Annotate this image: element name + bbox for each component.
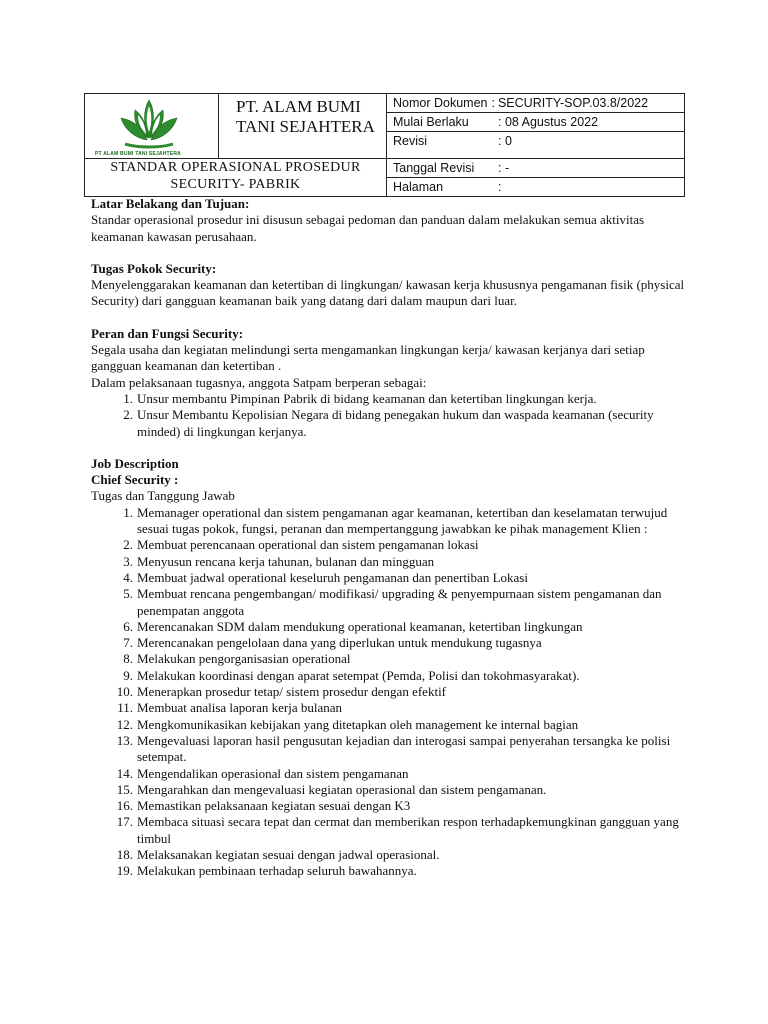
list-item [91, 391, 691, 407]
role-list [91, 391, 691, 440]
list-item-text: Melaksanakan kegiatan sesuai dengan jadwal operasional. [137, 846, 440, 862]
list-item [91, 814, 691, 847]
list-item-text: Melakukan pengorganisasian operational [137, 651, 351, 667]
role-text: Segala usaha dan kegiatan melindungi serta mengamankan lingkungan kerja/ kawasan kerjanya dari setiap gangguan keamanan dan ketertiban . [91, 342, 645, 374]
list-item-text: Mengarahkan dan mengevaluasi kegiatan operasional dan sistem pengamanan. [137, 781, 547, 797]
list-item-text: Melakukan pembinaan terhadap seluruh bawahannya. [137, 863, 417, 879]
document-header-table [84, 93, 685, 197]
list-item-number: 12. [116, 716, 133, 732]
role-intro: Dalam pelaksanaan tugasnya, anggota Satpam berperan sebagai: [91, 374, 427, 390]
list-item-text: Membuat jadwal operational keseluruh pengamanan dan penertiban Lokasi [137, 569, 528, 585]
list-item-number: 18. [116, 846, 133, 862]
list-item [91, 782, 691, 798]
list-item-text: Merencanakan SDM dalam mendukung operational keamanan, ketertiban lingkungan [137, 618, 583, 634]
page-label: Halaman [393, 180, 444, 194]
revision-date-value: : - [498, 161, 510, 175]
list-item-number: 3. [123, 553, 133, 569]
main-duty-heading: Tugas Pokok Security: [91, 260, 217, 276]
list-item-number: 10. [116, 684, 133, 700]
list-item [91, 684, 691, 700]
doc-number-label: Nomor Dokumen [393, 96, 488, 110]
list-item-number: 17. [116, 814, 133, 830]
revision-date-label: Tanggal Revisi [393, 161, 475, 175]
list-item [91, 863, 691, 879]
list-item-number: 2. [123, 407, 133, 423]
list-item-text: Membuat analisa laporan kerja bulanan [137, 700, 343, 716]
list-item-number: 8. [123, 651, 133, 667]
duties-heading: Tugas dan Tanggung Jawab [91, 488, 235, 504]
list-item [91, 407, 691, 440]
revision-date-row [387, 159, 684, 178]
list-item [91, 798, 691, 814]
list-item [91, 733, 691, 766]
sop-title-line1: STANDAR OPERASIONAL PROSEDUR [110, 160, 361, 175]
company-logo-icon [117, 98, 181, 152]
revision-info-cell [387, 159, 685, 197]
sop-title-line2: SECURITY- PABRIK [170, 177, 301, 192]
company-name-line2: TANI SEJAHTERA [236, 117, 375, 136]
revision-label: Revisi [393, 134, 428, 148]
list-item-number: 5. [123, 586, 133, 602]
list-item [91, 766, 691, 782]
list-item-text: Menerapkan prosedur tetap/ sistem prosedur dengan efektif [137, 684, 447, 700]
list-item-number: 13. [116, 732, 133, 748]
list-item [91, 554, 691, 570]
list-item-number: 16. [116, 798, 133, 814]
list-item-number: 11. [117, 700, 133, 716]
effective-date-label: Mulai Berlaku [393, 115, 469, 129]
list-item [91, 651, 691, 667]
doc-number-value: SECURITY-SOP.03.8/2022 [497, 96, 649, 110]
list-item-text: Membuat perencanaan operational dan sistem pengamanan lokasi [137, 537, 479, 553]
revision-row [387, 132, 684, 150]
list-item [91, 700, 691, 716]
list-item-number: 1. [123, 504, 133, 520]
doc-number-row: Nomor Dokumen : SECURITY-SOP.03.8/2022 [387, 94, 684, 113]
duties-list [91, 505, 691, 880]
list-item-text: Unsur membantu Pimpinan Pabrik di bidang keamanan dan ketertiban lingkungan kerja. [137, 390, 597, 406]
list-item-text: Mengevaluasi laporan hasil pengusutan kejadian dan interogasi sampai penyerahan tersangka ke polisi setempat. [137, 732, 671, 765]
main-duty-text: Menyelenggarakan keamanan dan ketertiban di lingkungan/ kawasan kerja khususnya pengamanan fisik (physical Security) dari gangguan keamanan baik yang datang dari dalam maupun dari luar. [91, 277, 685, 309]
chief-security-heading: Chief Security : [91, 472, 179, 488]
list-item-text: Memanager operational dan sistem pengamanan agar keamanan, ketertiban dan keselamatan terwujud sesuai tugas pokok, fungsi, peranan dan mempertanggung jawabkan ke pihak management Klien : [137, 504, 668, 537]
list-item-text: Membuat rencana pengembangan/ modifikasi/ upgrading & penyempurnaan sistem pengamanan dan penempatan anggota [137, 586, 662, 618]
list-item [91, 505, 691, 538]
list-item-number: 14. [116, 765, 133, 781]
page-row [387, 178, 684, 196]
background-text: Standar operasional prosedur ini disusun sebagai pedoman dan panduan dalam melakukan semua aktivitas keamanan kawasan perusahaan. [91, 212, 645, 244]
list-item [91, 619, 691, 635]
sop-title-cell [85, 159, 387, 197]
list-item-number: 6. [123, 618, 133, 634]
logo-text: PT ALAM BUMI TANI SEJAHTERA [95, 151, 181, 157]
list-item [91, 537, 691, 553]
document-info-cell [387, 94, 685, 159]
list-item-number: 1. [123, 390, 133, 406]
list-item-text: Unsur Membantu Kepolisian Negara di bidang penegakan hukum dan waspada keamanan (security minded) di lingkungan kerjanya. [137, 407, 654, 439]
list-item [91, 717, 691, 733]
list-item-text: Merencanakan pengelolaan dana yang diperlukan untuk mendukung tugasnya [137, 635, 542, 651]
company-name-line1: PT. ALAM BUMI [236, 97, 361, 116]
list-item-number: 15. [116, 781, 133, 797]
list-item-text: Membaca situasi secara tepat dan cermat dan memberikan respon terhadapkemungkinan gangguan yang timbul [137, 814, 679, 846]
list-item-text: Menyusun rencana kerja tahunan, bulanan dan mingguan [137, 553, 435, 569]
list-item-number: 19. [116, 863, 133, 879]
list-item-number: 9. [123, 667, 133, 683]
revision-value: : 0 [498, 134, 512, 148]
background-heading: Latar Belakang dan Tujuan: [91, 196, 250, 211]
list-item [91, 847, 691, 863]
list-item-text: Melakukan koordinasi dengan aparat setempat (Pemda, Polisi dan tokohmasyarakat). [137, 667, 580, 683]
company-name-cell [219, 94, 387, 159]
list-item-text: Mengkomunikasikan kebijakan yang ditetapkan oleh management ke internal bagian [137, 716, 579, 732]
list-item-number: 7. [123, 635, 133, 651]
role-heading: Peran dan Fungsi Security: [91, 325, 244, 341]
effective-date-row [387, 113, 684, 132]
company-name [219, 94, 386, 137]
list-item-number: 2. [123, 537, 133, 553]
list-item [91, 586, 691, 619]
logo-cell [85, 94, 219, 159]
list-item [91, 570, 691, 586]
job-description-heading: Job Description [91, 455, 179, 471]
list-item-text: Mengendalikan operasional dan sistem pengamanan [137, 765, 409, 781]
list-item [91, 668, 691, 684]
effective-date-value: : 08 Agustus 2022 [498, 115, 599, 129]
list-item-text: Memastikan pelaksanaan kegiatan sesuai dengan K3 [137, 798, 411, 814]
list-item-number: 4. [123, 569, 133, 585]
document-body [91, 196, 691, 880]
page-value: : [498, 180, 502, 194]
list-item [91, 635, 691, 651]
